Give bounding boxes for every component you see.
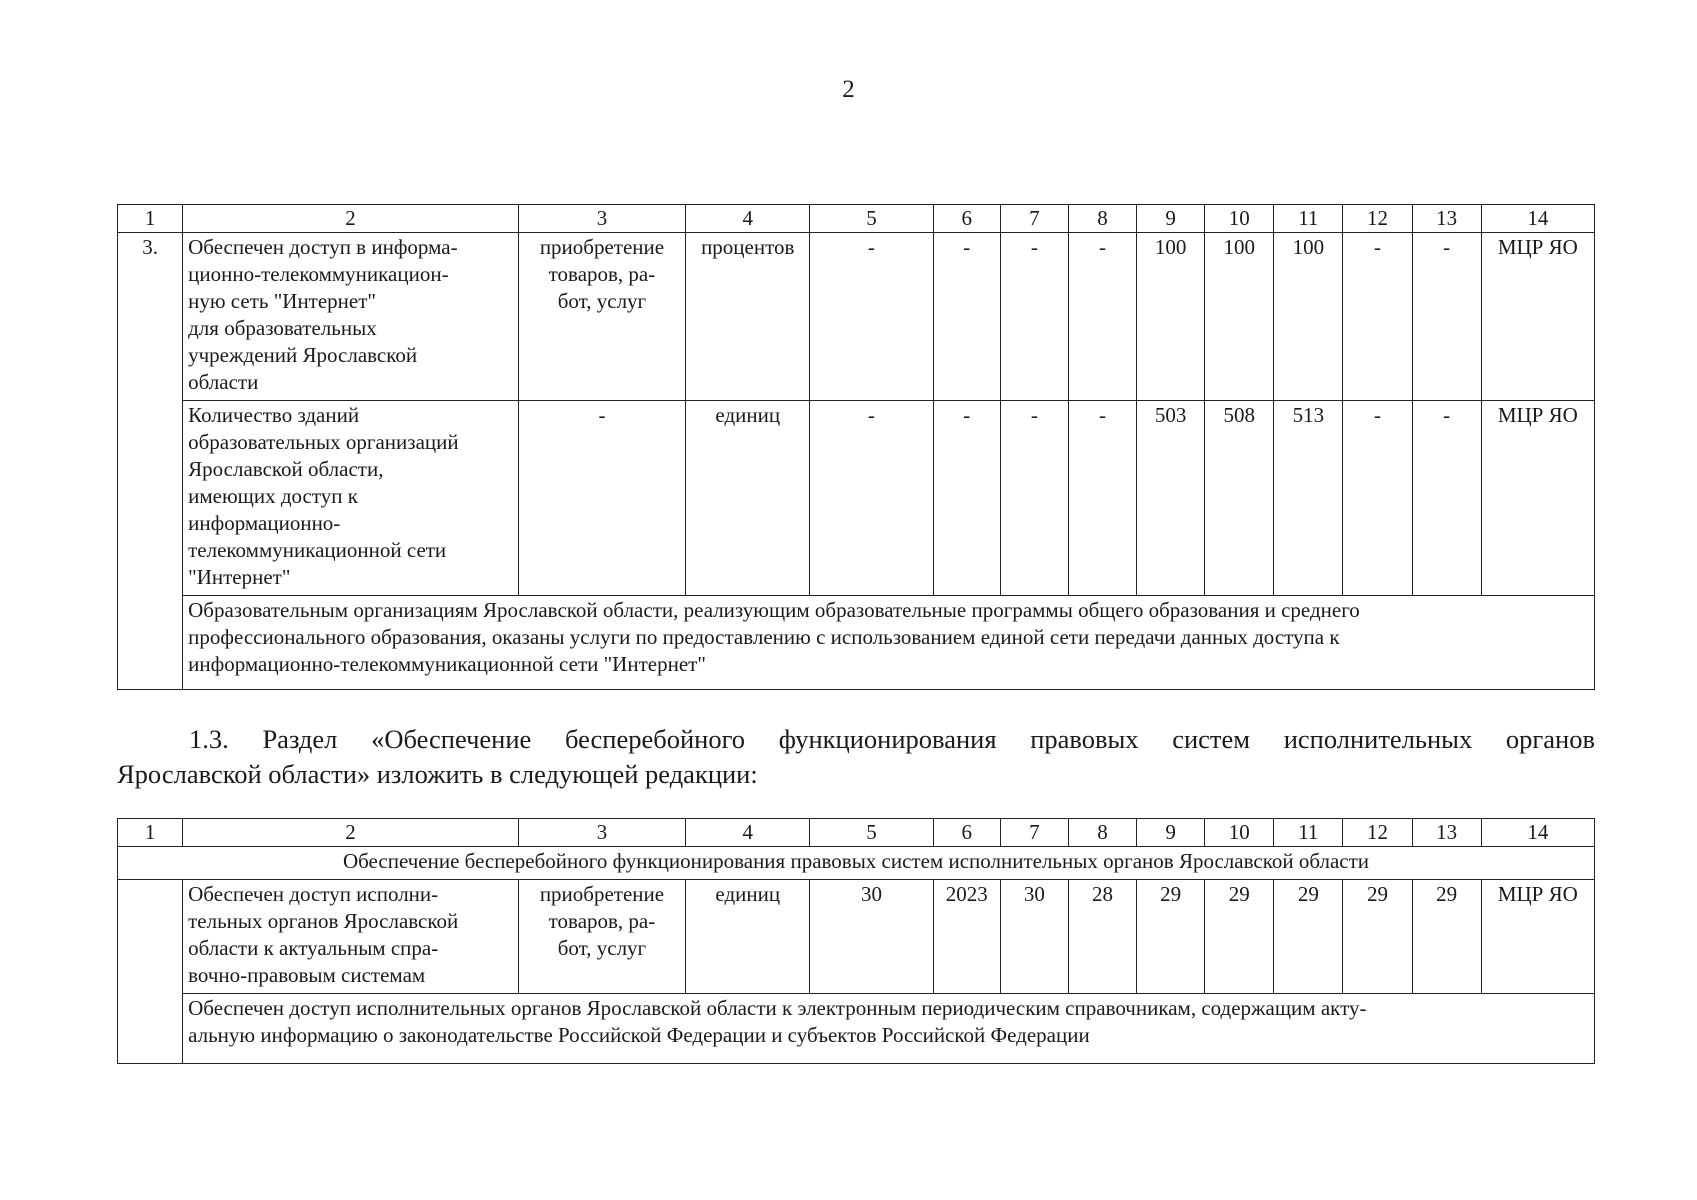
indicator-name: Обеспечен доступ в информа- ционно-телекоммуникацион- ную сеть "Интернет" для образовательных учреждений Ярославской области — [183, 233, 519, 401]
value-cell: 508 — [1205, 401, 1274, 596]
header-cell: 8 — [1068, 205, 1136, 233]
header-cell: 3 — [518, 205, 685, 233]
value-cell: 29 — [1274, 880, 1343, 994]
section-title-row — [118, 847, 1595, 880]
header-cell: 3 — [518, 819, 685, 847]
value-cell: 100 — [1274, 233, 1343, 401]
value-cell: - — [933, 401, 1000, 596]
header-cell: 5 — [810, 205, 933, 233]
header-cell: 8 — [1068, 819, 1136, 847]
header-cell: 7 — [1000, 819, 1068, 847]
column-number-row — [118, 819, 1595, 847]
header-cell: 7 — [1000, 205, 1068, 233]
header-cell: 10 — [1205, 819, 1274, 847]
indicator-name: Количество зданий образовательных организаций Ярославской области, имеющих доступ к информационно- телекоммуникационной сети "Интернет" — [183, 401, 519, 596]
header-cell: 12 — [1343, 205, 1412, 233]
unit-cell: процентов — [686, 233, 810, 401]
header-cell: 6 — [933, 205, 1000, 233]
value-cell: 29 — [1205, 880, 1274, 994]
result-row — [118, 994, 1595, 1064]
header-cell: 1 — [118, 205, 183, 233]
result-description: Обеспечен доступ исполнительных органов Ярославской области к электронным периодическим справочникам, содержащим акту- альную информацию о законодательстве Российской Федерации и субъектов Российской Федерации — [183, 994, 1595, 1064]
result-row — [118, 596, 1595, 690]
header-cell: 9 — [1137, 819, 1205, 847]
value-cell: 28 — [1068, 880, 1136, 994]
header-cell: 10 — [1205, 205, 1274, 233]
value-cell: 2023 — [933, 880, 1000, 994]
unit-cell: единиц — [686, 880, 810, 994]
header-cell: 2 — [183, 205, 519, 233]
responsible-cell: МЦР ЯО — [1481, 401, 1594, 596]
section-title: Обеспечение бесперебойного функционирования правовых систем исполнительных органов Ярославской области — [118, 847, 1595, 880]
value-cell: - — [810, 233, 933, 401]
row-number — [118, 880, 183, 1064]
value-cell: 513 — [1274, 401, 1343, 596]
value-cell: - — [1000, 401, 1068, 596]
value-cell: - — [1343, 401, 1412, 596]
header-cell: 5 — [810, 819, 933, 847]
expense-type: приобретение товаров, ра- бот, услуг — [518, 880, 685, 994]
value-cell: - — [1000, 233, 1068, 401]
table-row — [118, 880, 1595, 994]
column-number-row — [118, 205, 1595, 233]
value-cell: 29 — [1412, 880, 1481, 994]
value-cell: - — [1412, 233, 1481, 401]
value-cell: - — [1068, 401, 1136, 596]
header-cell: 13 — [1412, 205, 1481, 233]
page-number: 2 — [842, 76, 855, 103]
amendment-paragraph: 1.3. Раздел «Обеспечение бесперебойного функционирования правовых систем исполнительных органов Ярославской области» изложить в следующей редакции: — [117, 724, 1595, 789]
value-cell: 30 — [810, 880, 933, 994]
table-row — [118, 233, 1595, 401]
value-cell: 30 — [1000, 880, 1068, 994]
value-cell: 100 — [1205, 233, 1274, 401]
value-cell: 29 — [1137, 880, 1205, 994]
expense-type: - — [518, 401, 685, 596]
header-cell: 6 — [933, 819, 1000, 847]
header-cell: 4 — [686, 819, 810, 847]
responsible-cell: МЦР ЯО — [1481, 880, 1594, 994]
value-cell: 503 — [1137, 401, 1205, 596]
indicators-table-1 — [117, 204, 1595, 690]
table-row — [118, 401, 1595, 596]
header-cell: 11 — [1274, 819, 1343, 847]
responsible-cell: МЦР ЯО — [1481, 233, 1594, 401]
value-cell: - — [810, 401, 933, 596]
result-description: Образовательным организациям Ярославской области, реализующим образовательные программы общего образования и среднего профессионального образования, оказаны услуги по предоставлению с использованием единой сети передачи данных доступа к информационно-телекоммуникационной сети "Интернет" — [183, 596, 1595, 690]
value-cell: - — [1068, 233, 1136, 401]
header-cell: 4 — [686, 205, 810, 233]
value-cell: - — [933, 233, 1000, 401]
header-cell: 11 — [1274, 205, 1343, 233]
header-cell: 12 — [1343, 819, 1412, 847]
header-cell: 13 — [1412, 819, 1481, 847]
header-cell: 2 — [183, 819, 519, 847]
row-number: 3. — [118, 233, 183, 690]
value-cell: - — [1343, 233, 1412, 401]
indicators-table-2 — [117, 818, 1595, 1064]
value-cell: - — [1412, 401, 1481, 596]
header-cell: 14 — [1481, 819, 1594, 847]
indicator-name: Обеспечен доступ исполни- тельных органов Ярославской области к актуальным спра- вочно-правовым системам — [183, 880, 519, 994]
value-cell: 29 — [1343, 880, 1412, 994]
header-cell: 14 — [1481, 205, 1594, 233]
unit-cell: единиц — [686, 401, 810, 596]
header-cell: 1 — [118, 819, 183, 847]
header-cell: 9 — [1137, 205, 1205, 233]
expense-type: приобретение товаров, ра- бот, услуг — [518, 233, 685, 401]
value-cell: 100 — [1137, 233, 1205, 401]
